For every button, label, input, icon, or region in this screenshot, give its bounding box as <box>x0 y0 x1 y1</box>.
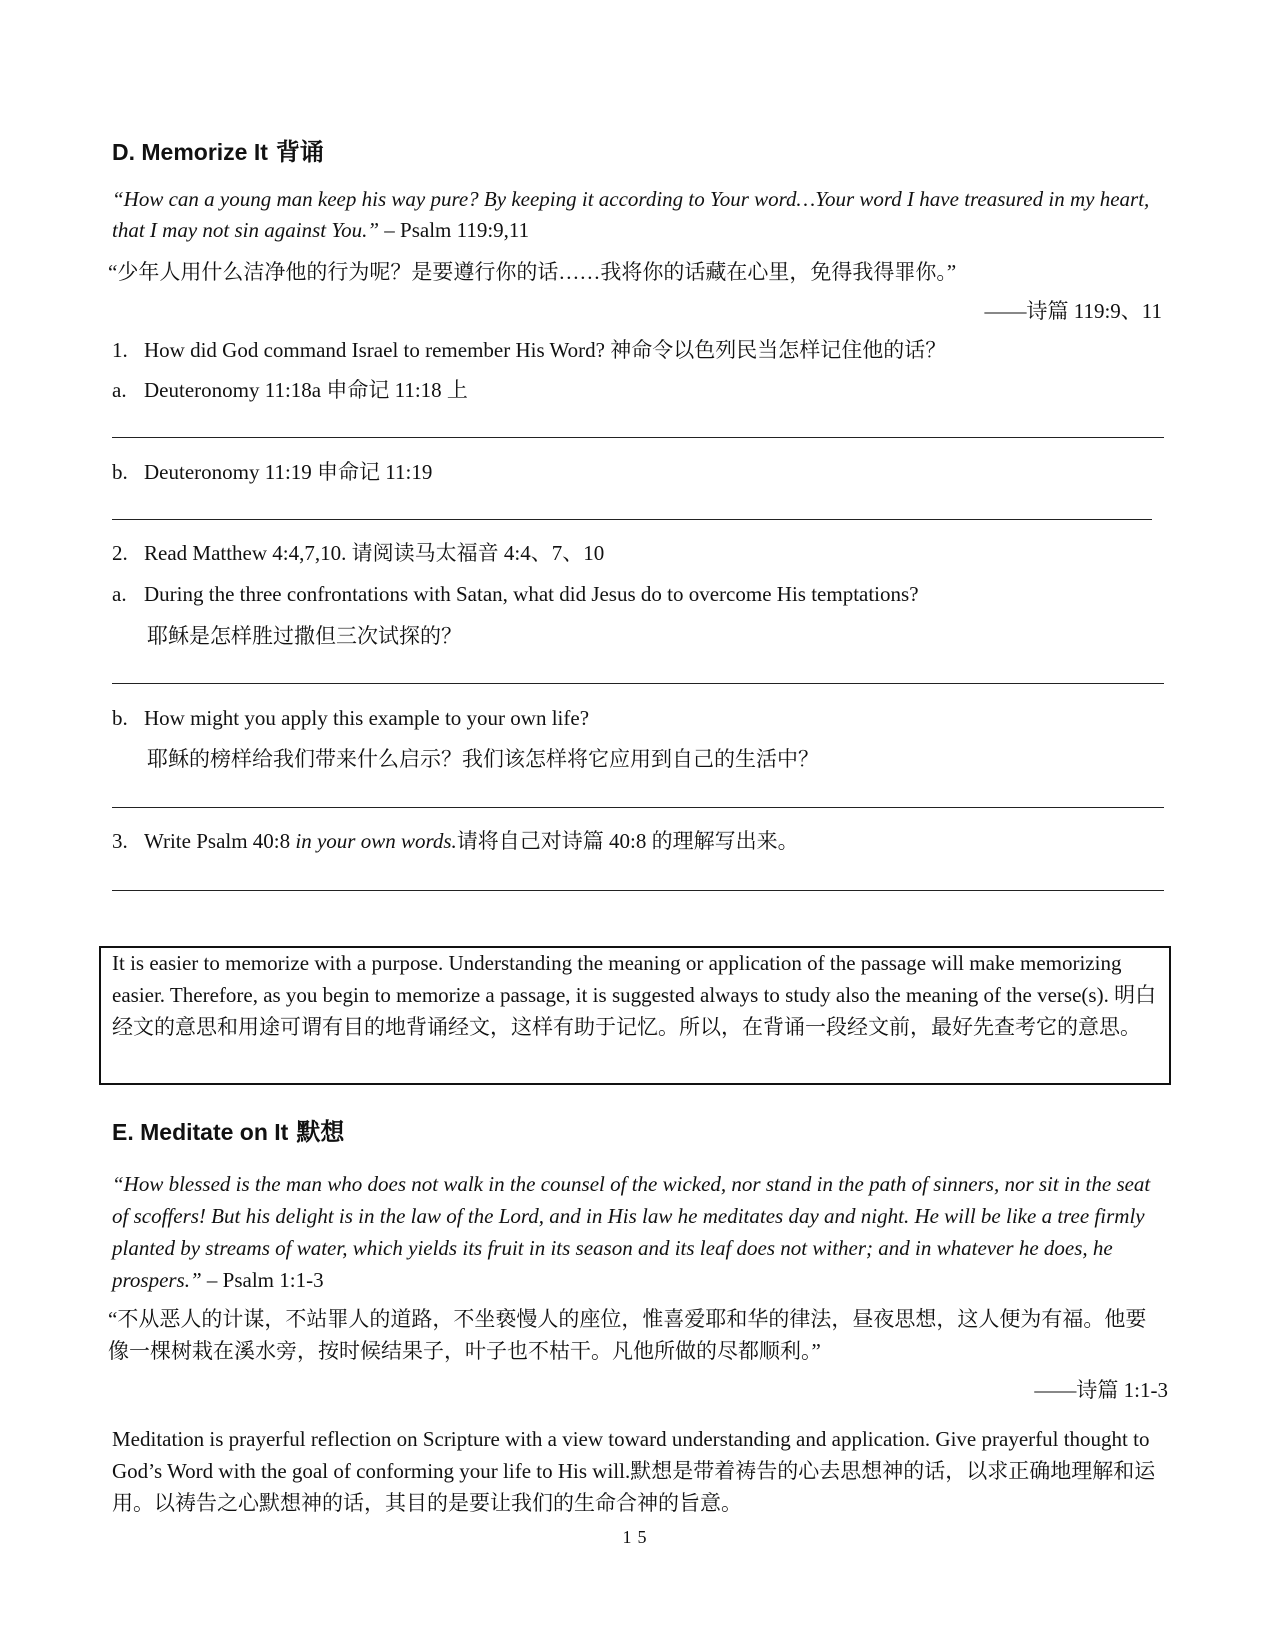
answer-line-1a[interactable] <box>112 437 1164 438</box>
question-2a-label: a. <box>112 582 127 606</box>
question-2b-text-zh: 耶稣的榜样给我们带来什么启示？我们该怎样将它应用到自己的生活中？ <box>147 747 819 771</box>
section-d-quote-en: “How can a young man keep his way pure? By keeping it according to Your word…Your word I have treasured in my heart, that I may not sin against You.” <box>112 187 1150 242</box>
section-e-quote-ref: – Psalm 1:1-3 <box>201 1268 324 1292</box>
question-1a-text: Deuteronomy 11:18a 申命记 11:18 上 <box>144 378 468 402</box>
question-2b-label: b. <box>112 706 128 730</box>
question-1a-label: a. <box>112 378 127 402</box>
question-3-number: 3. <box>112 829 128 853</box>
section-e-heading-zh: 默想 <box>296 1117 345 1146</box>
section-e-quote-zh-ref: ——诗篇 1:1-3 <box>1034 1378 1168 1402</box>
question-2a-text-zh: 耶稣是怎样胜过撒但三次试探的？ <box>147 624 462 648</box>
question-3-text-post: 请将自己对诗篇 40:8 的理解写出来。 <box>456 829 799 853</box>
page-number: 15 <box>622 1527 653 1547</box>
answer-line-2b[interactable] <box>112 807 1164 808</box>
section-d-quote-ref: – Psalm 119:9,11 <box>379 218 530 242</box>
question-1 <box>112 334 1162 366</box>
section-d-quote-zh: “少年人用什么洁净他的行为呢？是要遵行你的话……我将你的话藏在心里，免得我得罪你。” <box>108 260 957 284</box>
question-3 <box>112 825 1162 857</box>
section-e-quote <box>112 1168 1162 1296</box>
question-1b-label: b. <box>112 460 128 484</box>
answer-line-1b[interactable] <box>112 519 1152 520</box>
question-2a-text: During the three confrontations with Satan, what did Jesus do to overcome His temptations? <box>144 582 919 606</box>
section-e-body: Meditation is prayerful reflection on Scripture with a view toward understanding and application. Give prayerful thought to God’s Word with the goal of conforming your life to His will.默想是带着祷告的心去思想神的话，以求正确地理解和运用。以祷告之心默想神的话，其目的是要让我们的生命合神的旨意。 <box>112 1427 1156 1515</box>
section-d-heading <box>112 132 324 167</box>
question-3-text-italic: in your own words. <box>295 829 457 853</box>
question-1b <box>112 456 1162 488</box>
section-e-heading-en: E. Meditate on It <box>112 1119 289 1145</box>
section-d-heading-en: D. Memorize It <box>112 139 268 165</box>
question-1a <box>112 374 1162 406</box>
section-e-quote-zh: “不从恶人的计谋，不站罪人的道路，不坐亵慢人的座位，惟喜爱耶和华的律法，昼夜思想，这人便为有福。他要像一棵树栽在溪水旁，按时候结果子，叶子也不枯干。凡他所做的尽都顺利。” <box>108 1307 1147 1363</box>
question-1-text: How did God command Israel to remember His Word? 神命令以色列民当怎样记住他的话？ <box>144 338 947 362</box>
section-d-quote-zh-ref: ——诗篇 119:9、11 <box>984 299 1162 323</box>
question-1b-text: Deuteronomy 11:19 申命记 11:19 <box>144 460 433 484</box>
question-2-number: 2. <box>112 541 128 565</box>
section-e-quote-en: “How blessed is the man who does not walk in the counsel of the wicked, nor stand in the path of sinners, nor sit in the seat of scoffers! But his delight is in the law of the Lord, and in His law he meditates day and night. He will be like a tree firmly planted by streams of water, which yields its fruit in its season and its leaf does not wither; and in whatever he does, he prospers.” <box>112 1172 1151 1292</box>
section-d-quote <box>112 184 1162 246</box>
question-3-text-pre: Write Psalm 40:8 <box>144 829 296 853</box>
question-2b-text: How might you apply this example to your own life? <box>144 706 590 730</box>
question-2 <box>112 537 1162 569</box>
section-d-heading-zh: 背诵 <box>275 137 324 166</box>
answer-line-2a[interactable] <box>112 683 1164 684</box>
section-e-heading <box>112 1112 344 1147</box>
question-2-text: Read Matthew 4:4,7,10. 请阅读马太福音 4:4、7、10 <box>144 541 605 565</box>
question-2b <box>112 702 1162 734</box>
question-1-number: 1. <box>112 338 128 362</box>
answer-line-3[interactable] <box>112 890 1164 891</box>
memorize-tip-text: It is easier to memorize with a purpose. Understanding the meaning or application of the passage will make memorizing easier. Therefore, as you begin to memorize a passage, it is suggested always to study also the meaning of the verse(s). 明白经文的意思和用途可谓有目的地背诵经文，这样有助于记忆。所以，在背诵一段经文前，最好先查考它的意思。 <box>112 951 1157 1039</box>
question-2a <box>112 578 1162 610</box>
